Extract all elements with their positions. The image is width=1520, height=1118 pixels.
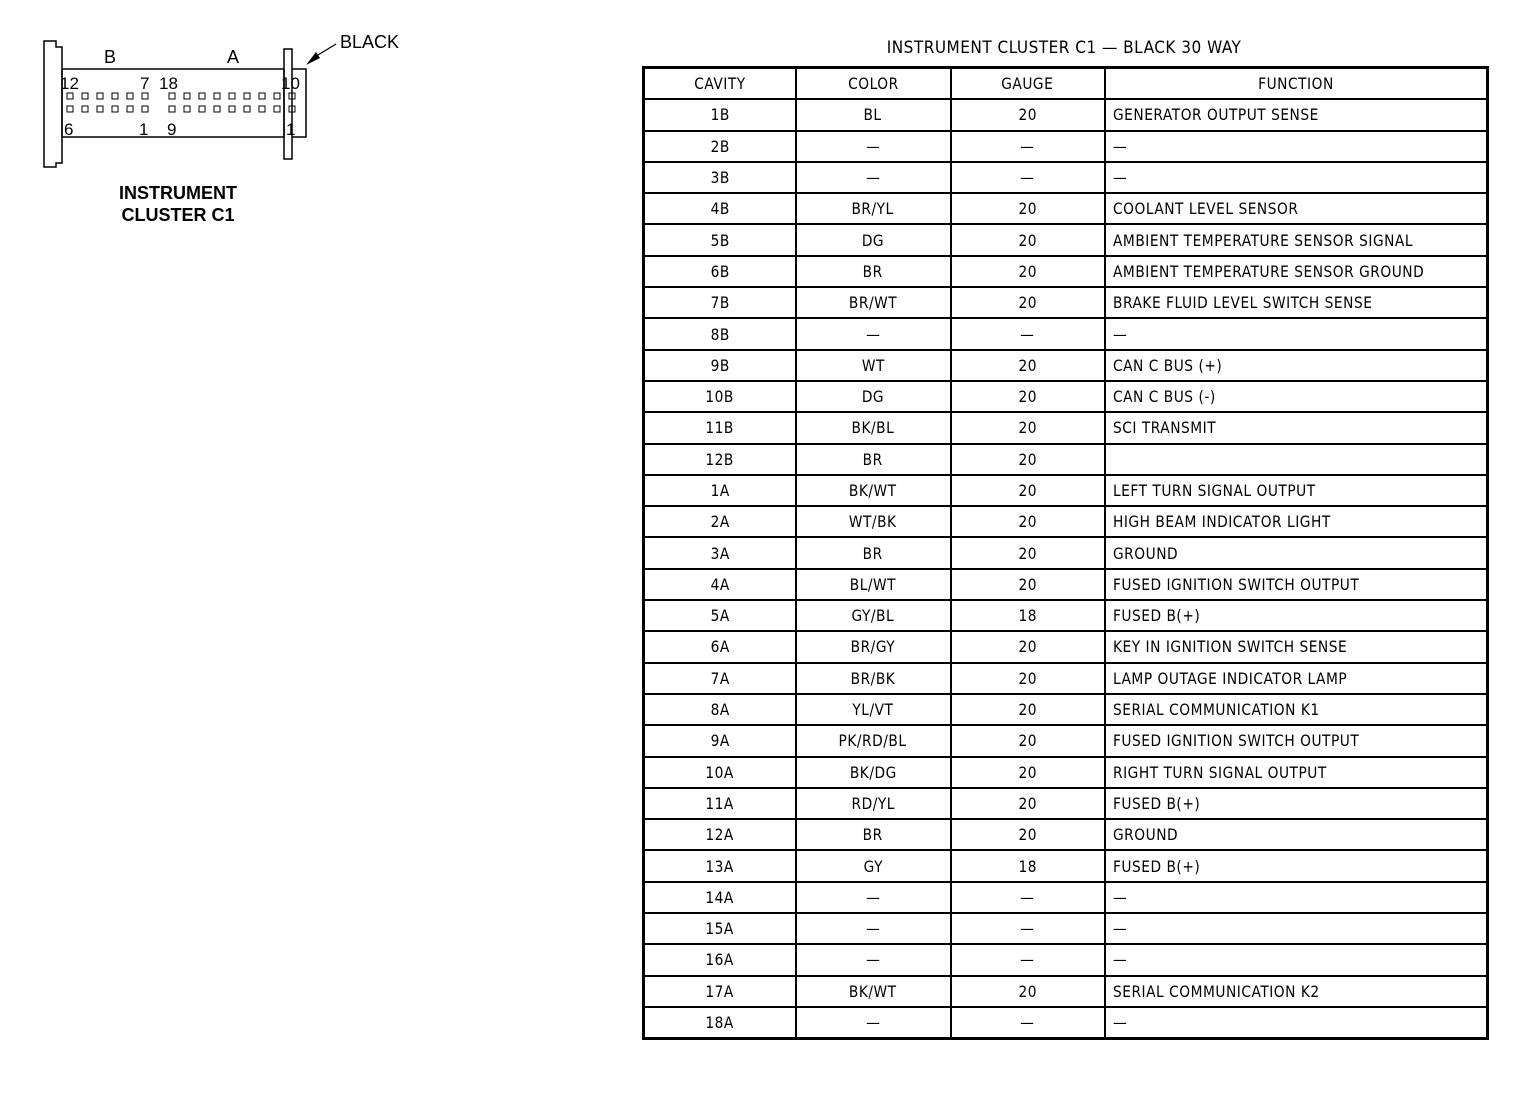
color-callout-leader — [318, 44, 336, 55]
cell-cavity: 12A — [644, 819, 796, 850]
cell-color: BL — [796, 99, 951, 130]
cell-cavity: 17A — [644, 976, 796, 1007]
cell-function: GENERATOR OUTPUT SENSE — [1105, 99, 1488, 130]
cell-cavity: 6B — [644, 256, 796, 287]
cell-color: — — [796, 131, 951, 162]
header-function: FUNCTION — [1105, 68, 1488, 100]
section-a-cavity-square — [169, 106, 175, 112]
pinout-table — [642, 66, 1489, 1040]
section-b-cavity-square — [97, 106, 103, 112]
cell-color: — — [796, 882, 951, 913]
section-b-cavity-square — [142, 93, 148, 99]
cell-color: BR/BK — [796, 663, 951, 694]
cell-function: FUSED IGNITION SWITCH OUTPUT — [1105, 569, 1488, 600]
cell-gauge: 20 — [951, 537, 1105, 568]
section-a-cavity-square — [274, 106, 280, 112]
cell-function: AMBIENT TEMPERATURE SENSOR SIGNAL — [1105, 224, 1488, 255]
cell-gauge: — — [951, 913, 1105, 944]
section-a-cavity-square — [184, 93, 190, 99]
table-row — [644, 193, 1488, 224]
cell-function: LEFT TURN SIGNAL OUTPUT — [1105, 475, 1488, 506]
table-row — [644, 850, 1488, 881]
header-cavity: CAVITY — [644, 68, 796, 100]
section-b-cavity-square — [127, 106, 133, 112]
cell-color: GY/BL — [796, 600, 951, 631]
table-row — [644, 444, 1488, 475]
cell-color: BK/BL — [796, 412, 951, 443]
cell-gauge: 20 — [951, 506, 1105, 537]
cell-function: — — [1105, 131, 1488, 162]
section-a-cavity-square — [274, 93, 280, 99]
cell-function: — — [1105, 882, 1488, 913]
cell-function: RIGHT TURN SIGNAL OUTPUT — [1105, 757, 1488, 788]
cavity-grid — [67, 93, 295, 112]
cell-color: PK/RD/BL — [796, 725, 951, 756]
table-row — [644, 663, 1488, 694]
cell-cavity: 7A — [644, 663, 796, 694]
section-b-cavity-square — [67, 106, 73, 112]
cell-gauge: 20 — [951, 475, 1105, 506]
section-a-label: A — [227, 47, 240, 67]
table-row — [644, 475, 1488, 506]
cell-gauge: 20 — [951, 224, 1105, 255]
table-row — [644, 537, 1488, 568]
section-a-cavity-square — [229, 106, 235, 112]
cell-function: FUSED B(+) — [1105, 600, 1488, 631]
cell-gauge: 20 — [951, 256, 1105, 287]
section-a-cavity-square — [169, 93, 175, 99]
cell-function: FUSED IGNITION SWITCH OUTPUT — [1105, 725, 1488, 756]
cell-cavity: 3A — [644, 537, 796, 568]
cell-function: — — [1105, 318, 1488, 349]
callout-arrowhead — [306, 52, 320, 65]
cell-gauge: 20 — [951, 757, 1105, 788]
cell-cavity: 2A — [644, 506, 796, 537]
pin-number-bottom-mid-right: 9 — [167, 120, 177, 139]
cell-cavity: 5A — [644, 600, 796, 631]
cell-color: BR/GY — [796, 631, 951, 662]
pin-number-top-left: 12 — [60, 74, 79, 93]
pin-number-top-right: 10 — [281, 74, 300, 93]
cell-gauge: — — [951, 1007, 1105, 1039]
section-b-cavity-square — [127, 93, 133, 99]
cell-cavity: 3B — [644, 162, 796, 193]
section-b-cavity-square — [142, 106, 148, 112]
cell-function: COOLANT LEVEL SENSOR — [1105, 193, 1488, 224]
cell-color: YL/VT — [796, 694, 951, 725]
cell-function: SERIAL COMMUNICATION K1 — [1105, 694, 1488, 725]
cell-cavity: 2B — [644, 131, 796, 162]
cell-gauge: 18 — [951, 600, 1105, 631]
section-b-cavity-square — [112, 106, 118, 112]
table-row — [644, 162, 1488, 193]
cell-color: — — [796, 162, 951, 193]
cell-cavity: 18A — [644, 1007, 796, 1039]
header-color: COLOR — [796, 68, 951, 100]
table-row — [644, 569, 1488, 600]
table-row — [644, 788, 1488, 819]
cell-color: DG — [796, 224, 951, 255]
cell-color: RD/YL — [796, 788, 951, 819]
cell-cavity: 15A — [644, 913, 796, 944]
table-row — [644, 631, 1488, 662]
section-b-cavity-square — [82, 93, 88, 99]
cell-color: WT/BK — [796, 506, 951, 537]
cell-cavity: 6A — [644, 631, 796, 662]
table-row — [644, 725, 1488, 756]
cell-cavity: 7B — [644, 287, 796, 318]
cell-gauge: — — [951, 318, 1105, 349]
cell-color: BR/YL — [796, 193, 951, 224]
cell-gauge: 20 — [951, 725, 1105, 756]
cell-color: — — [796, 944, 951, 975]
cell-gauge: 20 — [951, 976, 1105, 1007]
table-row — [644, 757, 1488, 788]
cell-color: — — [796, 318, 951, 349]
cell-color: BR — [796, 537, 951, 568]
cell-cavity: 11B — [644, 412, 796, 443]
section-a-cavity-square — [199, 106, 205, 112]
table-body — [644, 99, 1488, 1038]
cell-gauge: 20 — [951, 412, 1105, 443]
table-title: INSTRUMENT CLUSTER C1 — BLACK 30 WAY — [886, 38, 1242, 58]
table-row — [644, 600, 1488, 631]
header-gauge: GAUGE — [951, 68, 1105, 100]
cell-gauge: 20 — [951, 663, 1105, 694]
cell-function: SERIAL COMMUNICATION K2 — [1105, 976, 1488, 1007]
cell-cavity: 5B — [644, 224, 796, 255]
table-row — [644, 976, 1488, 1007]
cell-color: BR/WT — [796, 287, 951, 318]
table-row — [644, 381, 1488, 412]
cell-gauge: — — [951, 882, 1105, 913]
table-row — [644, 287, 1488, 318]
connector-caption — [78, 182, 278, 226]
pin-number-bottom-mid-left: 1 — [139, 120, 149, 139]
cell-cavity: 12B — [644, 444, 796, 475]
cell-color: BK/WT — [796, 976, 951, 1007]
table-row — [644, 131, 1488, 162]
cell-cavity: 11A — [644, 788, 796, 819]
table-row — [644, 99, 1488, 130]
cell-gauge: 18 — [951, 850, 1105, 881]
cell-color: BR — [796, 819, 951, 850]
cell-color: BK/WT — [796, 475, 951, 506]
table-row — [644, 224, 1488, 255]
cell-gauge: — — [951, 131, 1105, 162]
table-row — [644, 944, 1488, 975]
cell-cavity: 1B — [644, 99, 796, 130]
section-b-cavity-square — [97, 93, 103, 99]
table-row — [644, 350, 1488, 381]
cell-color: DG — [796, 381, 951, 412]
connector-left-flange — [44, 41, 62, 167]
section-a-cavity-square — [184, 106, 190, 112]
pin-number-bottom-right: 1 — [286, 120, 296, 139]
cell-gauge: 20 — [951, 569, 1105, 600]
pin-number-bottom-left: 6 — [64, 120, 74, 139]
cell-cavity: 10A — [644, 757, 796, 788]
section-a-cavity-square — [259, 106, 265, 112]
table-row — [644, 882, 1488, 913]
cell-function: CAN C BUS (+) — [1105, 350, 1488, 381]
cell-cavity: 16A — [644, 944, 796, 975]
cell-gauge: 20 — [951, 350, 1105, 381]
cell-color: — — [796, 1007, 951, 1039]
cell-gauge: 20 — [951, 99, 1105, 130]
cell-function: LAMP OUTAGE INDICATOR LAMP — [1105, 663, 1488, 694]
section-a-cavity-square — [199, 93, 205, 99]
section-b-cavity-square — [82, 106, 88, 112]
cell-gauge: 20 — [951, 788, 1105, 819]
cell-cavity: 1A — [644, 475, 796, 506]
cell-cavity: 9B — [644, 350, 796, 381]
cell-cavity: 4B — [644, 193, 796, 224]
cell-color: BR — [796, 256, 951, 287]
cell-gauge: 20 — [951, 694, 1105, 725]
cell-gauge: 20 — [951, 193, 1105, 224]
cell-function: AMBIENT TEMPERATURE SENSOR GROUND — [1105, 256, 1488, 287]
cell-function: BRAKE FLUID LEVEL SWITCH SENSE — [1105, 287, 1488, 318]
cell-function: SCI TRANSMIT — [1105, 412, 1488, 443]
cell-function: — — [1105, 1007, 1488, 1039]
section-b-cavity-square — [112, 93, 118, 99]
cell-function: GROUND — [1105, 819, 1488, 850]
table-row — [644, 913, 1488, 944]
cell-color: WT — [796, 350, 951, 381]
section-a-cavity-square — [214, 106, 220, 112]
caption-line-2: CLUSTER C1 — [121, 205, 235, 225]
cell-function: — — [1105, 162, 1488, 193]
cell-function: KEY IN IGNITION SWITCH SENSE — [1105, 631, 1488, 662]
cell-function: HIGH BEAM INDICATOR LIGHT — [1105, 506, 1488, 537]
cell-cavity: 8B — [644, 318, 796, 349]
pin-number-top-mid-left: 7 — [140, 74, 150, 93]
table-header-row — [644, 68, 1488, 100]
section-a-cavity-square — [259, 93, 265, 99]
table-row — [644, 1007, 1488, 1039]
cell-function: FUSED B(+) — [1105, 788, 1488, 819]
connector-color-label: BLACK — [340, 32, 400, 52]
section-a-cavity-square — [244, 106, 250, 112]
cell-function: CAN C BUS (-) — [1105, 381, 1488, 412]
cell-color: BL/WT — [796, 569, 951, 600]
pin-number-top-mid-right: 18 — [159, 74, 178, 93]
cell-cavity: 14A — [644, 882, 796, 913]
cell-gauge: — — [951, 162, 1105, 193]
table-row — [644, 694, 1488, 725]
cell-color: GY — [796, 850, 951, 881]
cell-color: BR — [796, 444, 951, 475]
cell-gauge: 20 — [951, 631, 1105, 662]
cell-gauge: 20 — [951, 287, 1105, 318]
section-b-label: B — [104, 47, 117, 67]
cell-gauge: — — [951, 944, 1105, 975]
connector-right-flange — [284, 49, 292, 159]
table-row — [644, 819, 1488, 850]
connector-face-diagram — [30, 25, 430, 185]
cell-function: — — [1105, 913, 1488, 944]
table-row — [644, 506, 1488, 537]
caption-line-1: INSTRUMENT — [119, 183, 237, 203]
section-a-cavity-square — [229, 93, 235, 99]
cell-gauge: 20 — [951, 444, 1105, 475]
table-row — [644, 256, 1488, 287]
section-a-cavity-square — [214, 93, 220, 99]
cell-cavity: 9A — [644, 725, 796, 756]
cell-function: — — [1105, 944, 1488, 975]
cell-function: FUSED B(+) — [1105, 850, 1488, 881]
section-b-cavity-square — [67, 93, 73, 99]
cell-gauge: 20 — [951, 381, 1105, 412]
cell-color: — — [796, 913, 951, 944]
cell-gauge: 20 — [951, 819, 1105, 850]
cell-cavity: 8A — [644, 694, 796, 725]
table-row — [644, 412, 1488, 443]
cell-cavity: 4A — [644, 569, 796, 600]
cell-function: GROUND — [1105, 537, 1488, 568]
section-a-cavity-square — [244, 93, 250, 99]
cell-function — [1105, 444, 1488, 475]
cell-cavity: 10B — [644, 381, 796, 412]
cell-cavity: 13A — [644, 850, 796, 881]
cell-color: BK/DG — [796, 757, 951, 788]
table-row — [644, 318, 1488, 349]
